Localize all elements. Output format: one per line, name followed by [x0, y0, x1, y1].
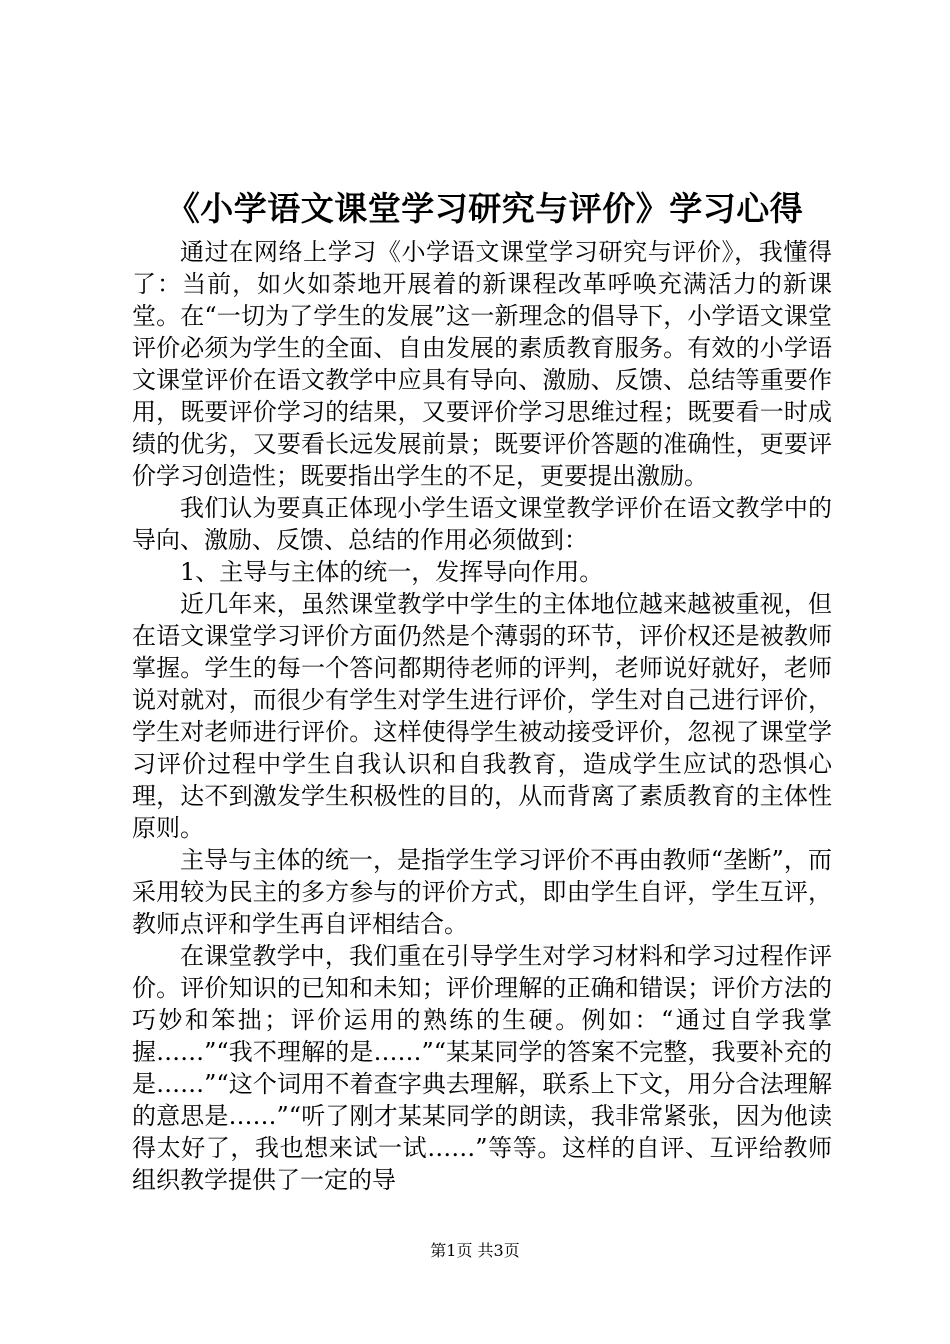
- paragraph-point-1-heading: 1、主导与主体的统一，发挥导向作用。: [180, 558, 604, 586]
- paragraph-unity-definition: 主导与主体的统一，是指学生学习评价不再由教师“垄断”，而采用较为民主的多方参与的评价方式，即由学生自评，学生互评，教师点评和学生再自评相结合。: [132, 846, 832, 938]
- paragraph-requirements: 我们认为要真正体现小学生语文课堂教学评价在语文教学中的导向、激励、反馈、总结的作用必须做到：: [132, 494, 832, 554]
- page-number-footer: 第1页 共3页: [430, 1241, 520, 1260]
- paragraph-classroom-examples: 在课堂教学中，我们重在引导学生对学习材料和学习过程作评价。评价知识的已知和未知；评价理解的正确和错误；评价方法的巧妙和笨拙；评价运用的熟练的生硬。例如：“通过自学我掌握……”“我不理解的是……”“某某同学的答案不完整，我要补充的是……”“这个词用不着查字典去理解，联系上下文，用分合法理解的意思是……”“听了刚才某某同学的朗读，我非常紧张，因为他读得太好了，我也想来试一试……”等等。这样的自评、互评给教师组织教学提供了一定的导: [132, 942, 832, 1194]
- document-title: 《小学语文课堂学习研究与评价》学习心得: [166, 189, 804, 228]
- paragraph-recent-years: 近几年来，虽然课堂教学中学生的主体地位越来越被重视，但在语文课堂学习评价方面仍然是个薄弱的环节，评价权还是被教师掌握。学生的每一个答问都期待老师的评判，老师说好就好，老师说对就对，而很少有学生对学生进行评价，学生对自己进行评价，学生对老师进行评价。这样使得学生被动接受评价，忽视了课堂学习评价过程中学生自我认识和自我教育，造成学生应试的恐惧心理，达不到激发学生积极性的目的，从而背离了素质教育的主体性原则。: [132, 590, 832, 842]
- paragraph-intro: 通过在网络上学习《小学语文课堂学习研究与评价》，我懂得了：当前，如火如荼地开展着的新课程改革呼唤充满活力的新课堂。在“一切为了学生的发展”这一新理念的倡导下，小学语文课堂评价必须为学生的全面、自由发展的素质教育服务。有效的小学语文课堂评价在语文教学中应具有导向、激励、反馈、总结等重要作用，既要评价学习的结果，又要评价学习思维过程；既要看一时成绩的优劣，又要看长远发展前景；既要评价答题的准确性，更要评价学习创造性；既要指出学生的不足，更要提出激励。: [132, 238, 832, 490]
- document-body: [132, 236, 832, 1196]
